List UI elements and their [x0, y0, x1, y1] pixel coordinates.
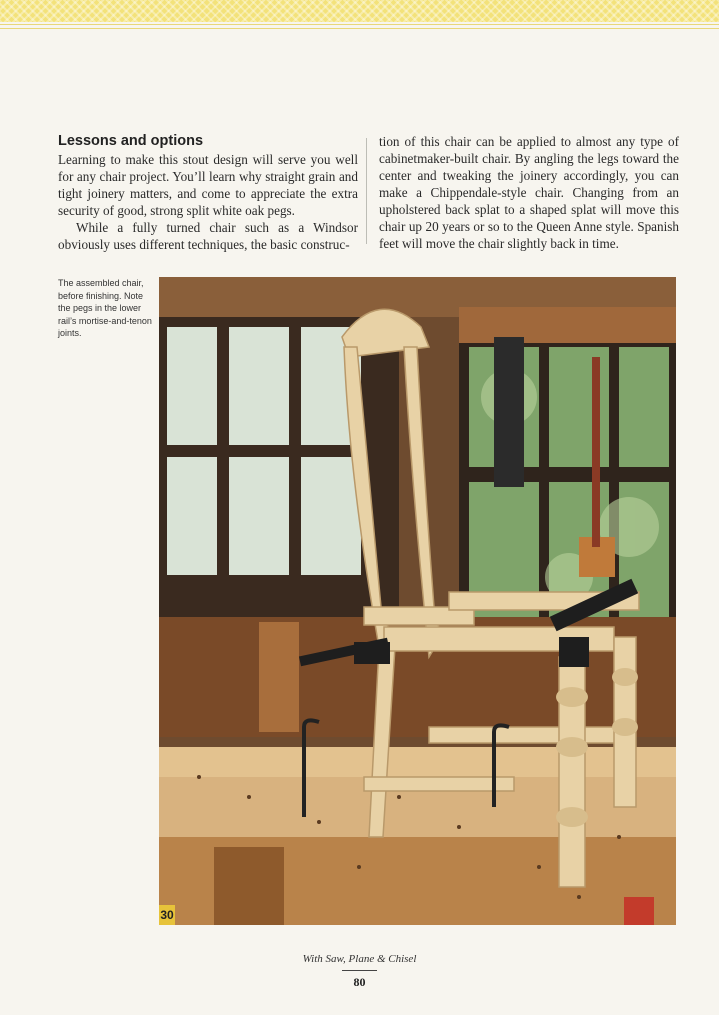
figure-caption: The assembled chair, before finishing. Note the pegs in the lower rail’s mortise-and-tenon joints. [58, 278, 152, 338]
figure-number-badge: 30 [159, 905, 175, 925]
chair-photo [159, 277, 676, 925]
running-footer-title: With Saw, Plane & Chisel [302, 953, 417, 965]
top-rule [0, 24, 719, 25]
top-rule-secondary [0, 28, 719, 29]
top-decorative-band [0, 0, 719, 22]
text-column-right [379, 133, 679, 252]
text-column-left [58, 132, 358, 253]
body-paragraph: Learning to make this stout design will serve you well for any chair project. You’ll learn why straight grain and tight joinery matters, and come to appreciate the extra security of good, strong split white oak pegs. [58, 152, 358, 218]
chair-photo-illustration [159, 277, 676, 925]
footer-rule [342, 970, 377, 971]
body-paragraph: While a fully turned chair such as a Windsor obviously uses different techniques, the basic construc- [58, 220, 358, 252]
section-heading: Lessons and options [58, 133, 204, 149]
page-number: 80 [353, 975, 366, 989]
body-paragraph-continued: tion of this chair can be applied to almost any type of cabinetmaker-built chair. By angling the legs toward the center and tweaking the joinery accordingly, you can make a Chippendale-style chair. Changing from an upholstered back splat to a shaped splat will move this chair up 20 years or so to the Queen Anne style. Spanish feet will move the chair slightly back in time. [379, 134, 679, 251]
column-divider [366, 138, 367, 244]
